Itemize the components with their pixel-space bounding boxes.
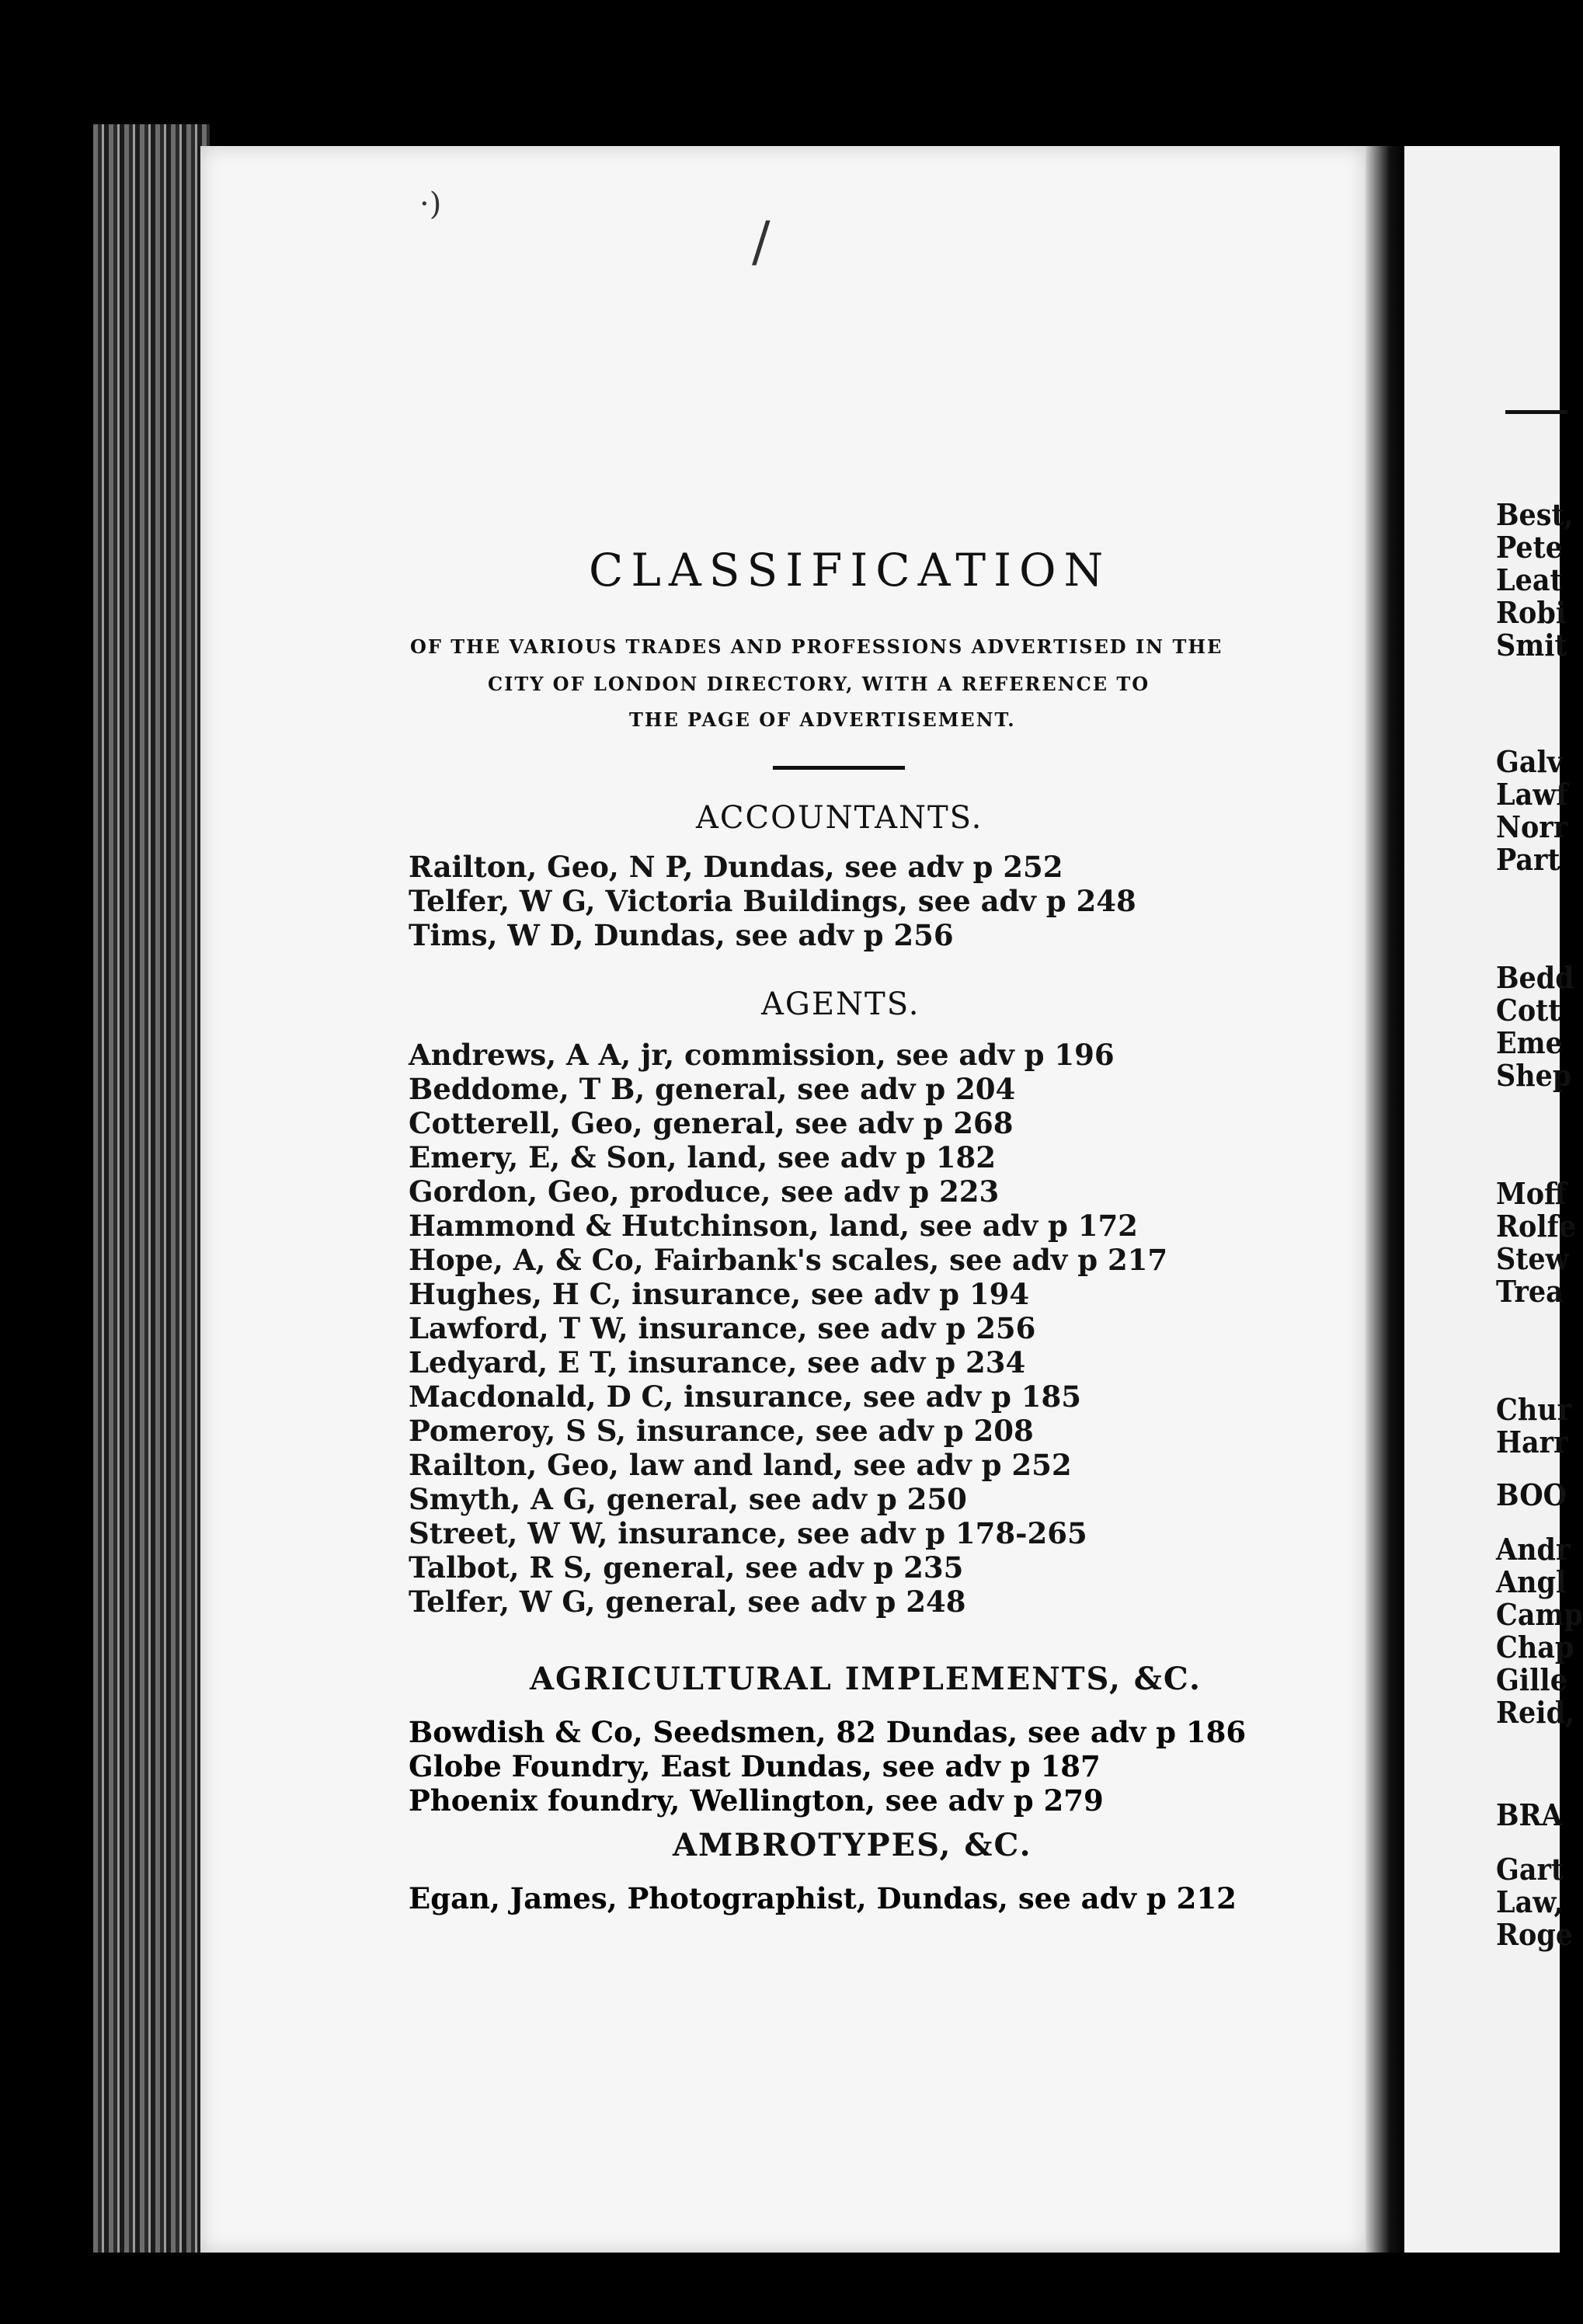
list-item: Macdonald, D C, insurance, see adv p 185 [409,1379,1081,1414]
list-item: Hughes, H C, insurance, see adv p 194 [409,1277,1030,1311]
right-page-text: Pete [1496,530,1563,565]
list-item: Cotterell, Geo, general, see adv p 268 [409,1106,1014,1140]
right-page-text: Stew [1496,1241,1569,1276]
right-page-text: Gart [1496,1852,1564,1887]
right-page-text: Angl [1496,1564,1567,1599]
list-item: Phoenix foundry, Wellington, see adv p 279 [409,1783,1104,1818]
right-page-text: Part [1496,842,1560,877]
right-page-text: Camp [1496,1597,1583,1632]
list-item: Tims, W D, Dundas, see adv p 256 [409,918,954,952]
right-page-text: Leat [1496,562,1563,597]
right-page-text: Andr [1496,1532,1571,1567]
list-item: Emery, E, & Son, land, see adv p 182 [409,1140,996,1174]
list-item: Smyth, A G, general, see adv p 250 [409,1482,967,1516]
pencil-mark: / [752,210,771,273]
list-item: Pomeroy, S S, insurance, see adv p 208 [409,1414,1034,1448]
right-page-rule [1505,410,1567,414]
subtitle-line-3: THE PAGE OF ADVERTISEMENT. [629,708,1016,731]
list-item: Talbot, R S, general, see adv p 235 [409,1550,964,1585]
section-heading-agricultural-implements: AGRICULTURAL IMPLEMENTS, &C. [530,1661,1202,1697]
list-item: Railton, Geo, N P, Dundas, see adv p 252 [409,850,1063,884]
page-title: CLASSIFICATION [589,544,1112,597]
list-item: Egan, James, Photographist, Dundas, see adv p 212 [409,1881,1237,1915]
right-page-text: Chap [1496,1630,1574,1665]
right-page-text: Gille [1496,1662,1567,1697]
right-page-text: Trea [1496,1274,1564,1309]
list-item: Globe Foundry, East Dundas, see adv p 187 [409,1749,1101,1783]
section-heading-agents: AGENTS. [761,986,920,1022]
right-page-text: Cott [1496,993,1561,1028]
right-page-text: Galv [1496,744,1564,779]
list-item: Railton, Geo, law and land, see adv p 252 [409,1448,1072,1482]
subtitle-line-1: OF THE VARIOUS TRADES AND PROFESSIONS ADVERTISED IN THE [410,635,1223,658]
right-page-text: Rolfe [1496,1209,1576,1244]
right-page-text: Law, [1496,1884,1564,1919]
stray-mark: ·) [419,186,442,222]
book-page-edges [93,124,210,2253]
list-item: Beddome, T B, general, see adv p 204 [409,1072,1016,1106]
right-page-text: BOO [1496,1477,1567,1512]
right-page-text: Harr [1496,1425,1568,1459]
title-divider [773,766,905,770]
right-page-text: BRA [1496,1797,1563,1832]
list-item: Bowdish & Co, Seedsmen, 82 Dundas, see adv p 186 [409,1715,1247,1749]
list-item: Telfer, W G, Victoria Buildings, see adv p 248 [409,884,1136,918]
right-page-text: Roge [1496,1917,1574,1952]
right-page-text: Norr [1496,809,1568,844]
agents-list [409,1038,1167,1619]
list-item: Telfer, W G, general, see adv p 248 [409,1585,966,1619]
right-page-text: Lawf [1496,777,1568,812]
right-page-text: Eme [1496,1025,1563,1060]
list-item: Andrews, A A, jr, commission, see adv p 196 [409,1038,1115,1072]
agricultural-list [409,1715,1246,1818]
right-page-text: Bedd [1496,960,1574,995]
right-page-text: Robi [1496,595,1567,630]
right-page-text: Shep [1496,1058,1572,1093]
right-page-text: Smit [1496,628,1567,663]
list-item: Lawford, T W, insurance, see adv p 256 [409,1311,1036,1345]
accountants-list [409,850,1136,952]
ambrotypes-list [409,1881,1237,1915]
right-page-text: Best, [1496,497,1574,532]
list-item: Hope, A, & Co, Fairbank's scales, see adv p 217 [409,1243,1168,1277]
list-item: Hammond & Hutchinson, land, see adv p 172 [409,1209,1138,1243]
right-page-fragment [1404,146,1583,2253]
list-item: Street, W W, insurance, see adv p 178-265 [409,1516,1087,1550]
right-page-text: Reid, [1496,1695,1575,1730]
right-page-text: Chur [1496,1392,1572,1427]
book-gutter [1366,146,1406,2253]
list-item: Gordon, Geo, produce, see adv p 223 [409,1174,1000,1209]
section-heading-ambrotypes: AMBROTYPES, &C. [673,1827,1032,1863]
subtitle-line-2: CITY OF LONDON DIRECTORY, WITH A REFERENCE TO [488,673,1150,695]
right-page-text: Moff [1496,1176,1567,1211]
section-heading-accountants: ACCOUNTANTS. [696,800,983,836]
list-item: Ledyard, E T, insurance, see adv p 234 [409,1345,1026,1379]
